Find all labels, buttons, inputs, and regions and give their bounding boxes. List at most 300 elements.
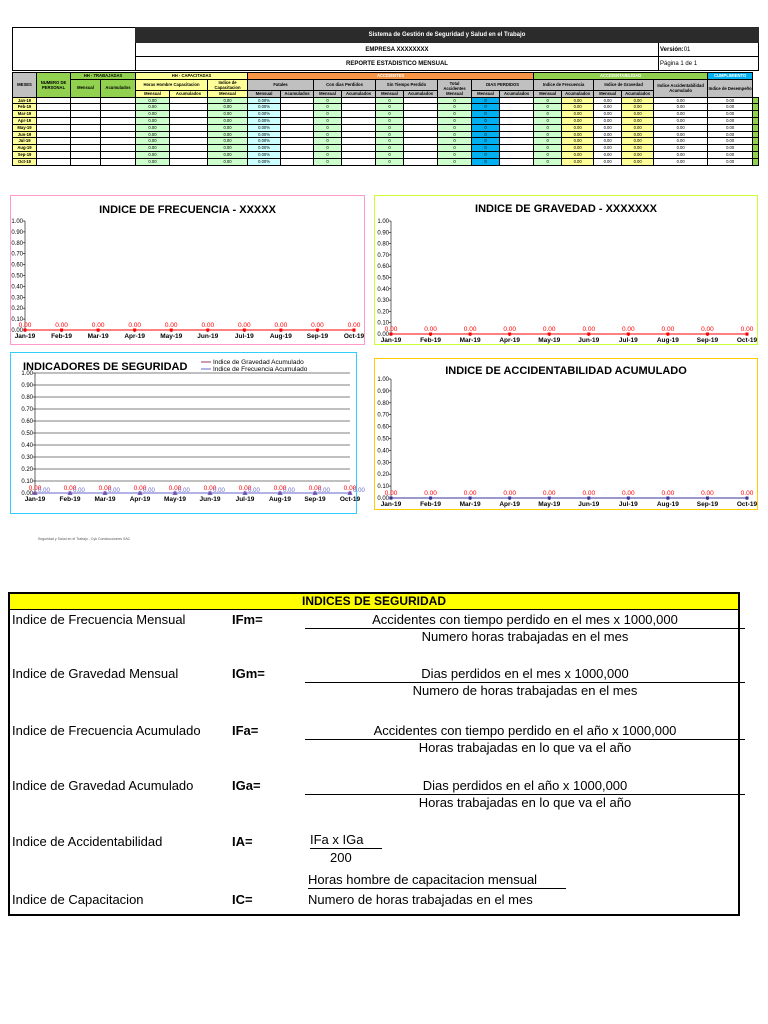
table-cell [71,97,101,104]
table-cell [404,138,438,145]
y-tick-label: 0.70 [377,252,389,259]
formula-numerator: Dias perdidos en el mes x 1000,000 [421,666,629,681]
data-label: 0.00 [38,488,50,494]
page-number: Página 1 de 1 [660,60,698,67]
col-hh-trabajadas: HH - TRABAJADAS [71,73,136,80]
table-cell [71,138,101,145]
data-label: 0.00 [98,485,112,492]
table-cell: 0 [534,124,562,131]
y-tick-label: 0.80 [21,395,33,401]
y-tick-label: 0.00 [377,496,389,502]
table-cell: 0 [534,111,562,118]
table-cell [500,145,534,152]
chart-title: INDICE DE FRECUENCIA - XXXXX [99,204,276,216]
y-tick-label: 0.10 [21,479,33,485]
x-tick-label: May-19 [538,337,561,344]
table-cell: 0.00 [136,124,170,131]
table-cell: 0 [438,111,472,118]
table-cell [342,151,376,158]
table-cell: 0 [472,158,500,165]
table-cell: 0.00 [708,138,753,145]
table-cell [170,151,208,158]
chart-indice-gravedad [374,195,758,345]
y-tick-label: 0.40 [377,448,389,455]
table-cell: 0.00% [248,97,281,104]
table-cell [404,117,438,124]
subheader-9: Mensual [472,90,500,97]
legend-label: Indice de Gravedad Acumulado [213,359,304,366]
y-tick-label: 1.00 [21,371,33,377]
table-cell [404,124,438,131]
table-cell: 0 [534,104,562,111]
system-title: Sistema de Gestión de Seguridad y Salud en el Trabajo [135,27,759,43]
data-label: 0.00 [542,490,556,497]
row-month: May-19 [13,124,37,131]
table-row [13,124,759,131]
table-cell: 0 [534,117,562,124]
data-label: 0.00 [424,490,437,497]
table-cell: 0.00 [208,117,248,124]
table-cell: 0.00 [622,97,654,104]
data-label: 0.00 [73,488,85,494]
table-cell [170,111,208,118]
table-cell: 0.00 [594,145,622,152]
table-cell: 0.00% [248,145,281,152]
formula-numerator: Accidentes con tiempo perdido en el mes x 1000,000 [372,612,678,627]
table-cell: 0.00 [594,111,622,118]
table-cell [342,97,376,104]
data-label: 0.00 [424,326,437,333]
table-cell: 0.00 [654,131,708,138]
y-tick-label: 0.30 [377,460,389,467]
y-tick-label: 0.80 [11,240,23,247]
y-tick-label: 0.60 [11,262,23,269]
y-tick-label: 0.40 [377,286,389,293]
y-tick-label: 1.00 [11,219,23,225]
table-cell [404,97,438,104]
table-cell: 0.00 [562,158,594,165]
table-cell [37,104,71,111]
table-cell [500,111,534,118]
table-cell: 0 [472,131,500,138]
table-cell: 0.00% [248,158,281,165]
table-cell [404,104,438,111]
table-cell [281,97,314,104]
subheader-2: Mensual [208,90,248,97]
row-month: Mar-19 [13,111,37,118]
data-label: 0.00 [283,488,295,494]
y-tick-label: 0.10 [11,317,23,324]
x-tick-label: Jul-19 [234,333,254,340]
formula-code: IGm= [232,666,265,681]
table-cell [170,97,208,104]
table-cell: 0.00 [708,131,753,138]
x-tick-label: Aug-19 [269,333,292,340]
y-tick-label: 0.50 [377,275,389,282]
row-month: Oct-19 [13,158,37,165]
table-cell [170,145,208,152]
table-cell: 0.00 [136,111,170,118]
x-tick-label: Aug-19 [268,496,292,503]
data-label: 0.00 [503,490,516,497]
table-cell: 0 [376,138,404,145]
table-cell: 0 [438,151,472,158]
x-tick-label: May-19 [538,501,561,508]
table-cell [281,151,314,158]
table-cell: 0.00 [708,111,753,118]
table-cell: 0.00 [708,124,753,131]
table-cell: 0.00 [708,145,753,152]
table-cell: 0.00 [594,138,622,145]
table-cell: 0.00% [248,131,281,138]
table-cell [37,97,71,104]
table-cell: 0 [472,145,500,152]
table-cell [37,138,71,145]
table-cell [342,138,376,145]
col-sin-tiempo: Sin Tiempo Perdido [376,79,438,90]
data-label: 0.00 [128,322,141,329]
table-row [13,145,759,152]
chart-title: INDICE DE ACCIDENTABILIDAD ACUMULADO [445,365,687,377]
table-cell: 0 [314,131,342,138]
table-cell [342,111,376,118]
subheader-5: Mensual [314,90,342,97]
table-cell: 0 [472,138,500,145]
data-label: 0.00 [384,490,398,497]
report-title: REPORTE ESTADISTICO MENSUAL [136,57,659,70]
table-cell: 0.00 [562,131,594,138]
table-cell [342,117,376,124]
fraction-line [308,888,566,889]
x-tick-label: Aug-19 [656,337,679,344]
col-fatales: Fatales [248,79,314,90]
table-cell: 0.00 [208,131,248,138]
col-dias-perdidos: DIAS PERDIDOS [472,79,534,90]
col-accidentes: ACCIDENTES [248,73,534,80]
formulas-title: INDICES DE SEGURIDAD [10,594,738,610]
table-cell: 0 [534,145,562,152]
table-cell: 0.00 [136,145,170,152]
company-row [135,43,759,57]
table-cell [170,138,208,145]
data-label: 0.00 [238,322,251,329]
chart-title: INDICADORES DE SEGURIDAD [23,361,188,373]
y-tick-label: 1.00 [377,219,389,225]
x-tick-label: Aug-19 [656,501,679,508]
table-cell: 0.00 [594,131,622,138]
x-tick-label: Jun-19 [578,501,600,508]
data-label: 0.00 [238,485,252,492]
formula-denominator: Horas trabajadas en lo que va el año [418,740,632,755]
x-tick-label: Apr-19 [499,337,520,344]
table-cell [37,158,71,165]
y-tick-label: 0.10 [377,320,389,327]
y-tick-label: 0.00 [21,491,33,497]
table-cell [101,145,136,152]
table-cell: 0.00% [248,117,281,124]
subheader-8: Acumulados [404,90,438,97]
data-label: 0.00 [311,322,324,329]
y-tick-label: 0.00 [11,328,23,334]
row-month: Jan-19 [13,97,37,104]
formula-denominator: Numero de horas trabajadas en el mes [412,683,638,698]
y-tick-label: 0.60 [377,264,389,271]
subheader-10: Acumulados [500,90,534,97]
col-con-dias: Con dias Perdidos [314,79,376,90]
table-cell: 0.00 [208,158,248,165]
company-name: EMPRESA XXXXXXXX [136,43,659,56]
table-cell: 0.00 [622,131,654,138]
data-label: 0.00 [143,488,155,494]
col-accidentabilidad: ACCIDENTABILIDAD [534,73,708,80]
subheader-14: Acumulados [622,90,654,97]
data-label: 0.00 [273,485,287,492]
col-ind-cap: Indice de Capacitacion [208,79,248,90]
table-cell: 0 [376,124,404,131]
table-cell: 0 [376,97,404,104]
x-tick-label: Jun-19 [197,333,219,340]
formula-name: Indice de Frecuencia Acumulado [12,723,201,738]
chart-plot [11,353,365,513]
y-tick-label: 0.10 [377,484,389,491]
table-cell: 0.00 [708,117,753,124]
table-cell: 0 [534,158,562,165]
x-tick-label: Jul-19 [235,496,255,503]
table-cell: 0.00 [562,145,594,152]
table-cell [281,145,314,152]
x-tick-label: Jun-19 [199,496,221,503]
table-cell: 0.00 [708,158,753,165]
data-label: 0.00 [582,326,596,333]
table-row [13,111,759,118]
y-tick-label: 1.00 [377,377,389,383]
formula-code: IC= [232,892,253,907]
table-cell: 0.00% [248,111,281,118]
table-cell [500,104,534,111]
table-cell [170,124,208,131]
table-cell [500,124,534,131]
table-cell: 0.00% [248,138,281,145]
table-cell [404,158,438,165]
row-month: Apr-19 [13,117,37,124]
formula-denominator: Numero horas trabajadas en el mes [421,629,629,644]
table-cell: 0 [438,124,472,131]
formula-denominator: Numero de horas trabajadas en el mes [308,892,533,907]
row-month: Jun-19 [13,131,37,138]
table-cell [342,145,376,152]
y-tick-label: 0.90 [377,388,389,395]
table-cell [37,131,71,138]
data-label: 0.00 [18,322,32,329]
x-tick-label: Oct-19 [736,501,758,508]
y-tick-label: 0.30 [21,455,33,461]
table-cell: 0 [314,111,342,118]
table-cell: 0.00 [622,104,654,111]
data-label: 0.00 [55,322,68,329]
report-row [135,57,759,71]
data-label: 0.00 [178,488,190,494]
table-cell [71,104,101,111]
table-cell: 0.00 [208,138,248,145]
data-label: 0.00 [274,322,288,329]
table-cell [281,158,314,165]
table-cell [500,131,534,138]
hh-trab-mensual: Mensual [71,79,101,97]
table-cell [342,158,376,165]
table-cell [71,158,101,165]
table-cell [404,151,438,158]
x-tick-label: Apr-19 [499,501,520,508]
table-cell [71,124,101,131]
y-tick-label: 0.40 [21,443,33,449]
x-tick-label: Feb-19 [420,501,442,508]
table-cell: 0 [438,117,472,124]
formulas-panel [8,592,740,916]
table-cell: 0 [376,111,404,118]
table-cell: 0 [534,151,562,158]
table-cell [37,145,71,152]
x-tick-label: Jan-19 [380,337,402,344]
data-label: 0.00 [582,490,596,497]
table-cell [37,151,71,158]
x-tick-label: Apr-19 [129,496,151,503]
table-cell [37,111,71,118]
table-cell: 0.00 [708,97,753,104]
table-cell: 0 [534,97,562,104]
table-cell [101,151,136,158]
monthly-report-table [12,72,759,166]
table-cell: 0.00 [208,151,248,158]
footer-note: Seguridad y Salud en el Trabajo - Cyk Construcciones SAC [38,537,131,541]
table-cell [170,158,208,165]
y-tick-label: 0.20 [377,472,389,479]
formula-numerator: Accidentes con tiempo perdido en el año x 1000,000 [373,723,677,738]
version-value: 01 [683,46,691,53]
y-tick-label: 0.50 [11,273,23,280]
table-cell: 0.00% [248,124,281,131]
subheader-6: Acumulados [342,90,376,97]
table-cell [753,145,759,152]
table-cell: 0 [534,131,562,138]
table-cell: 0 [472,97,500,104]
y-tick-label: 0.00 [377,332,389,338]
table-cell: 0.00% [248,151,281,158]
data-label: 0.00 [28,485,42,492]
table-cell: 0 [314,158,342,165]
col-total-acc: Total Accidentes Mensual [438,79,472,97]
table-cell: 0.00 [208,104,248,111]
data-label: 0.00 [463,490,477,497]
table-cell: 0.00 [562,97,594,104]
data-label: 0.00 [661,490,675,497]
formula-name: Indice de Capacitacion [12,892,144,907]
y-tick-label: 0.70 [377,412,389,419]
subheader-7: Mensual [376,90,404,97]
table-cell: 0.00 [594,158,622,165]
formula-code: IFm= [232,612,263,627]
table-cell [500,97,534,104]
table-cell [404,145,438,152]
table-row [13,158,759,165]
chart-indice-frecuencia [10,195,365,345]
table-cell [101,104,136,111]
table-cell [342,104,376,111]
data-label: 0.00 [701,490,714,497]
x-tick-label: Mar-19 [94,496,116,503]
table-cell: 0.00 [136,138,170,145]
y-tick-label: 0.30 [11,295,23,302]
formula-code: IGa= [232,778,261,793]
col-ind-frec: Indice de Frecuencia [534,79,594,90]
y-tick-label: 0.60 [21,419,33,425]
table-cell [404,131,438,138]
x-tick-label: Feb-19 [420,337,442,344]
y-tick-label: 0.80 [377,241,389,248]
table-cell: 0 [376,117,404,124]
table-cell [500,151,534,158]
chart-indice-accidentabilidad [374,358,758,510]
table-cell [753,117,759,124]
table-cell: 0 [376,131,404,138]
fraction-line [310,848,382,849]
x-tick-label: Mar-19 [87,333,109,340]
subheader-11: Mensual [534,90,562,97]
subheader-3: Mensual [248,90,281,97]
data-label: 0.00 [661,326,675,333]
table-cell: 0 [314,145,342,152]
table-row [13,97,759,104]
table-cell [101,97,136,104]
table-cell [342,124,376,131]
table-cell: 0.00 [622,138,654,145]
formula-denominator: Horas trabajadas en lo que va el año [418,795,632,810]
table-cell: 0.00 [594,151,622,158]
data-label: 0.00 [201,322,215,329]
table-cell [500,158,534,165]
logo-area [12,27,135,71]
table-cell: 0.00 [622,145,654,152]
table-cell [753,97,759,104]
table-cell: 0 [472,104,500,111]
table-cell: 0.00 [562,124,594,131]
data-label: 0.00 [347,322,361,329]
table-cell: 0.00 [208,145,248,152]
table-cell [101,158,136,165]
table-row [13,151,759,158]
version-label: Versión: [660,46,684,53]
subheader-13: Mensual [594,90,622,97]
table-cell: 0.00 [654,117,708,124]
table-cell: 0.00 [654,151,708,158]
x-tick-label: May-19 [160,333,183,340]
y-tick-label: 0.40 [11,284,23,291]
y-tick-label: 0.70 [21,407,33,413]
hh-trab-acumulados: Acumulados [101,79,136,97]
table-cell: 0.00 [594,104,622,111]
table-cell: 0.00 [594,124,622,131]
table-cell [753,158,759,165]
data-label: 0.00 [740,490,754,497]
data-label: 0.00 [542,326,556,333]
table-cell [753,151,759,158]
data-label: 0.00 [622,490,635,497]
table-cell [101,111,136,118]
data-label: 0.00 [203,485,217,492]
table-cell: 0.00 [654,145,708,152]
table-cell [753,104,759,111]
y-tick-label: 0.60 [377,424,389,431]
table-cell: 0.00 [654,111,708,118]
